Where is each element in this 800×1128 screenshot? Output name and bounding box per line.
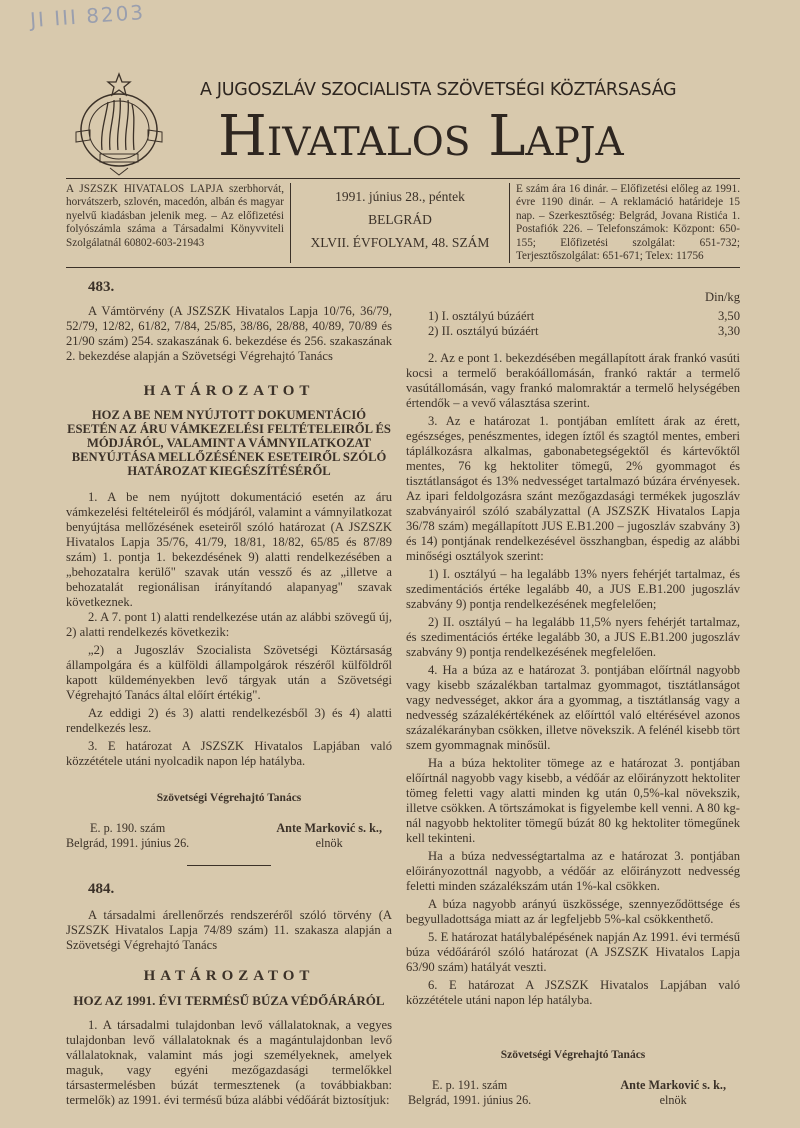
decision-label: HATÁROZATOT [143, 968, 315, 985]
decision-label: HATÁROZATOT [143, 383, 315, 400]
coat-of-arms-icon [70, 72, 168, 176]
left-column [66, 274, 392, 1108]
signer-name: Ante Marković s. k., [276, 821, 382, 836]
publication-info: A JSZSZK HIVATALOS LAPJA szerbhorvát, horvátszerb, szlovén, macedón, albán és magyar nyelvű kiadásban jelenik meg. – Az előfizetési folyószámla száma a Társadalmi Könyvviteli Szolgálatnál 60802-603-21943 [66, 183, 291, 263]
price-contact-info: E szám ára 16 dinár. – Előfizetési előleg az 1991. évre 1190 dinár. – A reklamáció határideje 15 nap. – Szerkesztőség: Belgrád, Jovana Ristića 1. Postafiók 226. – Telefonszámok: Központ: 650-155; Előfizetési szolgálat: 651-732; Terjesztőszolgálat: 651-671; Telex: 11756 [516, 183, 740, 263]
decree-heading: HOZ AZ 1991. ÉVI TERMÉSŰ BÚZA VÉDŐÁRÁRÓL [73, 993, 385, 1009]
signer-role: elnök [659, 1093, 687, 1108]
signer-role: elnök [315, 836, 343, 851]
paragraph: 1. A be nem nyújtott dokumentáció esetén az áru vámkezelési feltételeiről és módjáról, valamint a vámnyilatkozat benyújtása mellőzésének eseteiről szóló határozat (A JSZSZK Hivatalos Lapja 35/76, 41/79, 18/81, 18/82, 65/85 és 87/89 szám) 1. pontja 1. bekezdésének 9) alatti rendelkezésében a „behozatalra kerülő" szavak után vessző és az „illetve a behozatalát regionálisan irányítandó alapanyag" szavak következnek. [66, 490, 392, 610]
right-column [406, 274, 740, 1108]
paragraph: 1. A társadalmi tulajdonban levő vállalatoknak, a vegyes tulajdonban levő vállalatoknak és a magántulajdonban levő vállalatoknak, valamint más jogi személyeknek, amelyek maguk, vagy egyéni mezőgazdasági termelőkkel társastermelésben búzát termesztenek (a továbbiakban: termelők) az 1991. évi termésű búza alábbi védőárát biztosítjuk: [66, 1018, 392, 1108]
paragraph: 5. E határozat hatálybalépésének napján Az 1991. évi termésű búza védőáráról szóló határozat (A JSZSZK Hivatalos Lapja 63/90 szám) hatályát veszti. [406, 930, 740, 975]
paragraph: 4. Ha a búza az e határozat 3. pontjában előírtnál nagyobb vagy kisebb százalékban tartalmaz gyommagot, tisztátlanságot vagy nedvességet, akkor ára a gyommag, a tisztátlanság vagy a nedvesség százalékértékének az előírttól való eltérésével azonos százalékarányban csökken, illetve növekszik. A felénél kisebb tört szem gyommagnak minősül. [406, 663, 740, 753]
paragraph: 2. A 7. pont 1) alatti rendelkezése után az alábbi szövegű új, 2) alatti rendelkezés következik: [66, 610, 392, 640]
paragraph: Az eddigi 2) és 3) alatti rendelkezésből 3) és 4) alatti rendelkezés lesz. [66, 706, 392, 736]
price-row [428, 324, 740, 339]
decree-heading: HOZ A BE NEM NYÚJTOTT DOKUMENTÁCIÓ ESETÉN AZ ÁRU VÁMKEZELÉSI FELTÉTELEIRŐL ÉS MÓDJÁRÓL, VALAMINT A VÁMNYILATKOZAT BENYÚJTÁSA MELLŐZÉSÉNEK ESETEIRŐL SZÓLÓ HATÁROZAT KIEGÉSZÍTÉSÉRŐL [67, 408, 391, 479]
info-box [66, 178, 740, 268]
paragraph: 3. Az e határozat 1. pontjában említett árak az érett, egészséges, penészmentes, idegen íztől és szagtól mentes, emberi táplálkozásra alkalmas, gabonabetegségektől és kártevőktől mentes, 76 kg hektoliter tömegű, 2% gyommagot és tisztátlanságot és 13% nedvességet tartalmazó búzára érvényesek. Az ipari feldolgozásra szánt mezőgazdasági termékek jugoszláv szabványairól szóló szabályzattal (A JSZSZK Hivatalos Lapja 36/78 szám) megállapított JUS E.B1.200 – jugoszláv szabvány 3) és 14) pontjának rendelkezésével összhangban, éspedig az alábbi minőségi osztályok szerint: [406, 414, 740, 564]
text-columns [66, 274, 740, 1108]
issue-volume: XLVII. ÉVFOLYAM, 48. SZÁM [310, 235, 490, 250]
paragraph: Ha a búza hektoliter tömege az e határozat 3. pontjában előírtnál nagyobb vagy kisebb, a védőár az előirányzott hektoliter tömeg feletti vagy alatti minden kg után 0,5%-kal növekszik, illetve csökken. A törtszámokat is figyelembe kell venni. A 80 kg-nál nagyobb hektoliter tömegű búzát 80 kg hektoliter tömegűnek kell tekinteni. [406, 756, 740, 846]
page-body [66, 178, 740, 1108]
price-label: 1) I. osztályú búzáért [428, 309, 535, 324]
price-unit: Din/kg [705, 290, 740, 305]
price-table [406, 309, 740, 339]
paragraph: 2) II. osztályú – ha legalább 11,5% nyers fehérjét tartalmaz, és szedimentációs értéke legalább 30, a JUS E.B1.200 jugoszláv szabvány 9) pontja rendelkezésének megfelelően. [406, 615, 740, 660]
paragraph: 3. E határozat A JSZSZK Hivatalos Lapjában való közzététele utáni nyolcadik napon lép hatályba. [66, 739, 392, 769]
section-divider [187, 865, 271, 866]
preamble: A Vámtörvény (A JSZSZK Hivatalos Lapja 10/76, 36/79, 52/79, 12/82, 61/82, 7/84, 25/85, 38/86, 28/88, 40/89, 70/89 és 21/90 szám) 254. szakaszának 6. bekezdése és 256. szakaszának 2. bekezdése alapján a Szövetségi Végrehajtó Tanács [66, 304, 392, 364]
reference-number: E. p. 190. szám [90, 821, 166, 836]
handwritten-archive-note: JI III 8203 [29, 0, 146, 32]
price-value: 3,50 [717, 309, 740, 324]
paragraph: A búza nagyobb arányú üszkössége, szennyeződöttsége és begyulladottsága miatt az ár legfeljebb 5%-kal csökkenthető. [406, 897, 740, 927]
place-date: Belgrád, 1991. június 26. [408, 1093, 532, 1108]
place-date: Belgrád, 1991. június 26. [66, 836, 190, 851]
decree-484-signature [406, 1048, 740, 1108]
price-row [428, 309, 740, 324]
signatory-body: Szövetségi Végrehajtó Tanács [500, 1049, 646, 1062]
price-label: 2) II. osztályú búzáért [428, 324, 539, 339]
decree-483-signature [66, 791, 392, 851]
paragraph: 6. E határozat A JSZSZK Hivatalos Lapjában való közzététele utáni napon lép hatályba. [406, 978, 740, 1008]
issue-info [291, 183, 510, 263]
issue-city: BELGRÁD [368, 212, 432, 227]
signatory-body: Szövetségi Végrehajtó Tanács [156, 792, 302, 805]
paragraph: Ha a búza nedvességtartalma az e határozat 3. pontjában előirányozottnál nagyobb, a védőár az előirányzott nedvesség feletti minden százalékszám után 1%-kal csökken. [406, 849, 740, 894]
decree-number: 483. [88, 279, 115, 296]
masthead-supertitle: A JUGOSZLÁV SZOCIALISTA SZÖVETSÉGI KÖZTÁRSASÁG [200, 80, 677, 100]
issue-date: 1991. június 28., péntek [335, 189, 465, 204]
price-value: 3,30 [717, 324, 740, 339]
paragraph: „2) a Jugoszláv Szocialista Szövetségi Köztársaság állampolgára és a külföldi állampolgárok részéről külföldről kapott küldeményekben levő tárgyak után a Szövetségi Végrehajtó Tanács által előírt értékig". [66, 643, 392, 703]
paragraph: 2. Az e pont 1. bekezdésében megállapított árak frankó vasúti kocsi a termelő berakóállomásán, frankó raktár a termelő vasútállomásán, vagy frankó malomraktár a termelő helységében értendők – a vevő választása szerint. [406, 351, 740, 411]
decree-number: 484. [88, 881, 115, 898]
reference-number: E. p. 191. szám [432, 1078, 508, 1093]
masthead-title: Hivatalos Lapja [218, 104, 624, 169]
paragraph: 1) I. osztályú – ha legalább 13% nyers fehérjét tartalmaz, és szedimentációs értéke legalább 40, a JUS E.B1.200 jugoszláv szabvány 9) pontja rendelkezésének megfelelően; [406, 567, 740, 612]
preamble: A társadalmi árellenőrzés rendszeréről szóló törvény (A JSZSZK Hivatalos Lapja 74/89 szám) 11. szakasza alapján a Szövetségi Végrehajtó Tanács [66, 908, 392, 953]
signer-name: Ante Marković s. k., [620, 1078, 726, 1093]
